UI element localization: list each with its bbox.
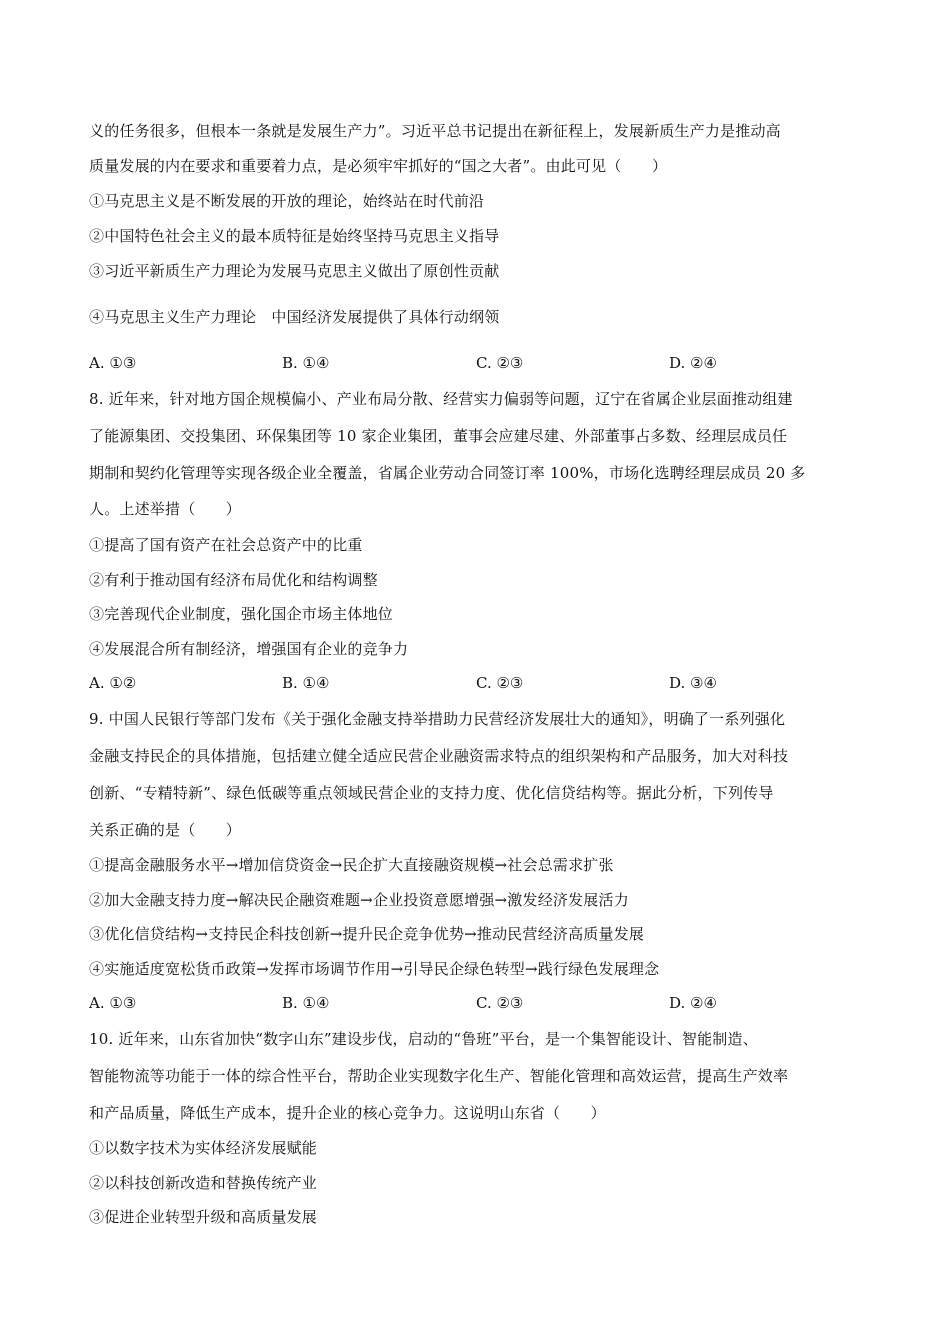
q7-option-a: A. ①③ [89, 354, 137, 372]
q8-option-c: C. ②③ [476, 674, 524, 692]
q10-stem-line-1: 10. 近年来，山东省加快“数字山东”建设步伐，启动的“鲁班”平台，是一个集智能设计、智能制造、 [89, 1030, 758, 1048]
q8-stem-line-4: 人。上述举措（ ） [89, 500, 242, 518]
q10-stem-line-3: 和产品质量，降低生产成本，提升企业的核心竞争力。这说明山东省（ ） [89, 1104, 606, 1122]
q7-item-4: ④马克思主义生产力理论 中国经济发展提供了具体行动纲领 [89, 308, 500, 326]
q8-option-d: D. ③④ [669, 674, 717, 692]
q7-item-1: ①马克思主义是不断发展的开放的理论，始终站在时代前沿 [89, 192, 485, 210]
q9-stem-line-2: 金融支持民企的具体措施，包括建立健全适应民营企业融资需求特点的组织架构和产品服务，加大对科技 [89, 747, 789, 765]
q9-stem-line-1: 9. 中国人民银行等部门发布《关于强化金融支持举措助力民营经济发展壮大的通知》，明确了一系列强化 [89, 710, 786, 728]
q7-stem-line-1: 义的任务很多，但根本一条就是发展生产力”。习近平总书记提出在新征程上，发展新质生产力是推动高 [89, 122, 781, 140]
q9-item-2: ②加大金融支持力度→解决民企融资难题→企业投资意愿增强→激发经济发展活力 [89, 891, 629, 909]
q7-item-2: ②中国特色社会主义的最本质特征是始终坚持马克思主义指导 [89, 227, 500, 245]
q8-option-b: B. ①④ [282, 674, 330, 692]
q8-item-4: ④发展混合所有制经济，增强国有企业的竞争力 [89, 640, 409, 658]
q9-item-4: ④实施适度宽松货币政策→发挥市场调节作用→引导民企绿色转型→践行绿色发展理念 [89, 960, 660, 978]
q7-item-3: ③习近平新质生产力理论为发展马克思主义做出了原创性贡献 [89, 262, 500, 280]
q9-stem-line-4: 关系正确的是（ ） [89, 821, 242, 839]
q7-stem-line-2: 质量发展的内在要求和重要着力点，是必须牢牢抓好的“国之大者”。由此可见（ ） [89, 157, 668, 175]
q10-item-2: ②以科技创新改造和替换传统产业 [89, 1174, 318, 1192]
q9-option-d: D. ②④ [669, 994, 717, 1012]
q9-stem-line-3: 创新、“专精特新”、绿色低碳等重点领域民营企业的支持力度、优化信贷结构等。据此分析，下列传导 [89, 784, 774, 802]
q8-item-2: ②有利于推动国有经济布局优化和结构调整 [89, 571, 378, 589]
q7-option-c: C. ②③ [476, 354, 524, 372]
q9-options [89, 993, 869, 1013]
q7-option-d: D. ②④ [669, 354, 717, 372]
q8-item-1: ①提高了国有资产在社会总资产中的比重 [89, 536, 363, 554]
q9-option-b: B. ①④ [282, 994, 330, 1012]
q8-stem-line-2: 了能源集团、交投集团、环保集团等 10 家企业集团，董事会应建尽建、外部董事占多数、经理层成员任 [89, 427, 788, 445]
q10-item-3: ③促进企业转型升级和高质量发展 [89, 1208, 318, 1226]
q8-item-3: ③完善现代企业制度，强化国企市场主体地位 [89, 605, 394, 623]
q7-options [89, 353, 869, 373]
q8-option-a: A. ①② [89, 674, 137, 692]
q8-options [89, 673, 869, 693]
q10-item-1: ①以数字技术为实体经济发展赋能 [89, 1139, 318, 1157]
q10-stem-line-2: 智能物流等功能于一体的综合性平台，帮助企业实现数字化生产、智能化管理和高效运营，提高生产效率 [89, 1067, 789, 1085]
q8-stem-line-3: 期制和契约化管理等实现各级企业全覆盖，省属企业劳动合同签订率 100%，市场化选聘经理层成员 20 多 [89, 464, 806, 482]
q7-option-b: B. ①④ [282, 354, 330, 372]
q9-option-a: A. ①③ [89, 994, 137, 1012]
q9-option-c: C. ②③ [476, 994, 524, 1012]
q9-item-3: ③优化信贷结构→支持民企科技创新→提升民企竞争优势→推动民营经济高质量发展 [89, 925, 645, 943]
q9-item-1: ①提高金融服务水平→增加信贷资金→民企扩大直接融资规模→社会总需求扩张 [89, 856, 614, 874]
q8-stem-line-1: 8. 近年来，针对地方国企规模偏小、产业布局分散、经营实力偏弱等问题，辽宁在省属企业层面推动组建 [89, 390, 793, 408]
